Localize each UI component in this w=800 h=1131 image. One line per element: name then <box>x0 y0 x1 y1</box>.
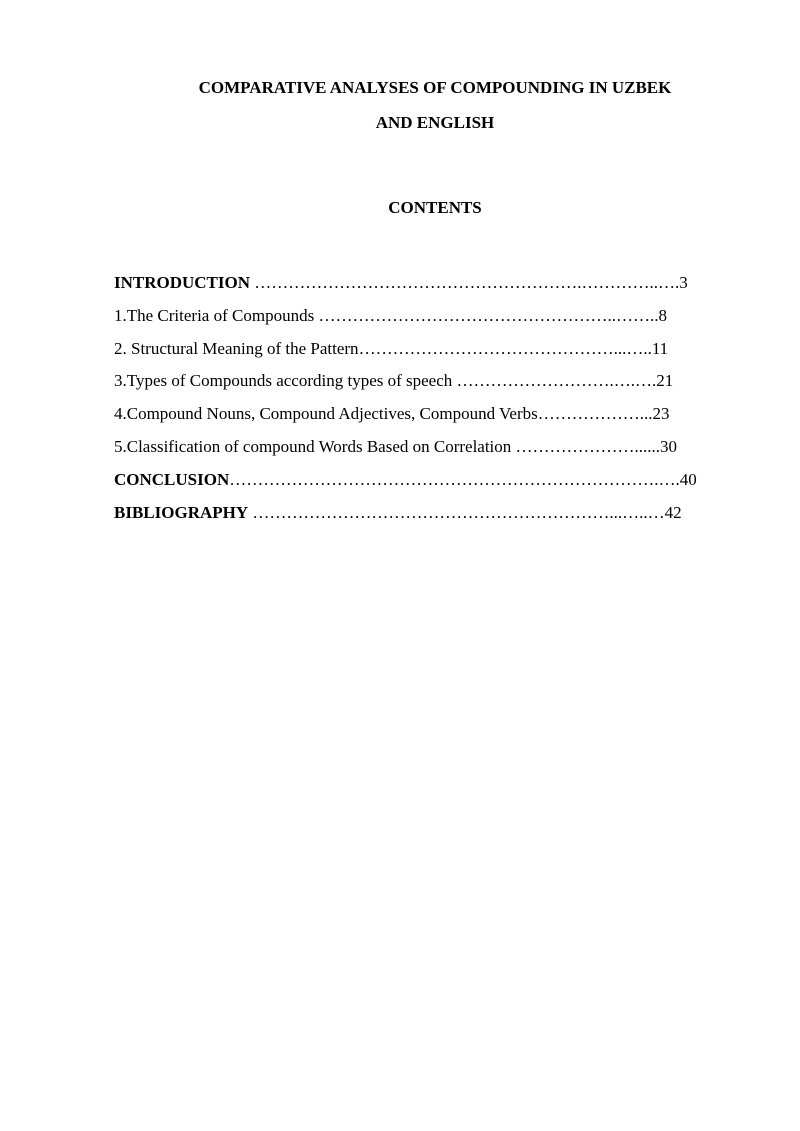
document-title-line-2: AND ENGLISH <box>375 113 495 132</box>
toc-entry-conclusion <box>114 469 754 502</box>
toc-entry-label: INTRODUCTION <box>114 273 251 292</box>
toc-entry-leader: ………………………………………...….. <box>358 338 652 358</box>
toc-entry-leader: ………………………………………………………...…..… <box>248 502 665 522</box>
toc-entry-page-number: 30 <box>660 436 678 456</box>
toc-entry-page-number: 21 <box>656 371 674 391</box>
toc-entry-leader: ………………………………………………………………….…. <box>229 469 680 489</box>
toc-entry-label: 1.The Criteria of Compounds <box>114 305 315 325</box>
toc-entry-types-of-compounds <box>114 370 754 403</box>
toc-entry-label: 5.Classification of compound Words Based on Correlation <box>114 436 512 456</box>
table-of-contents <box>114 272 754 534</box>
toc-entry-page-number: 8 <box>658 305 667 325</box>
toc-entry-page-number: 11 <box>651 338 669 358</box>
toc-entry-label: CONCLUSION <box>114 469 230 489</box>
toc-entry-bibliography <box>114 502 754 535</box>
toc-entry-leader: …………………...... <box>511 436 661 456</box>
toc-entry-leader: ………………... <box>537 404 653 424</box>
toc-entry-leader: ……………………….….…. <box>452 371 657 391</box>
toc-entry-label: 3.Types of Compounds according types of speech <box>114 371 453 391</box>
toc-entry-compound-nouns-adjectives-verbs <box>114 403 754 436</box>
toc-entry-leader: ……………………………………………..…….. <box>314 305 659 325</box>
toc-entry-label: BIBLIOGRAPHY <box>114 502 249 522</box>
toc-entry-page-number: 23 <box>652 404 670 424</box>
toc-entry-page-number: 3 <box>679 273 688 292</box>
toc-entry-criteria-of-compounds <box>114 305 754 338</box>
toc-entry-page-number: 42 <box>664 502 682 522</box>
toc-entry-structural-meaning <box>114 338 754 371</box>
toc-entry-classification <box>114 436 754 469</box>
document-title-line-1: COMPARATIVE ANALYSES OF COMPOUNDING IN UZBEK <box>198 78 672 97</box>
toc-entry-introduction <box>114 272 754 305</box>
toc-entry-label: 2. Structural Meaning of the Pattern <box>114 338 359 358</box>
toc-entry-label: 4.Compound Nouns, Compound Adjectives, Compound Verbs <box>114 404 538 424</box>
toc-entry-page-number: 40 <box>679 469 697 489</box>
toc-entry-leader: ………………………………………………….…………..…. <box>250 273 680 292</box>
contents-heading: CONTENTS <box>388 198 482 217</box>
